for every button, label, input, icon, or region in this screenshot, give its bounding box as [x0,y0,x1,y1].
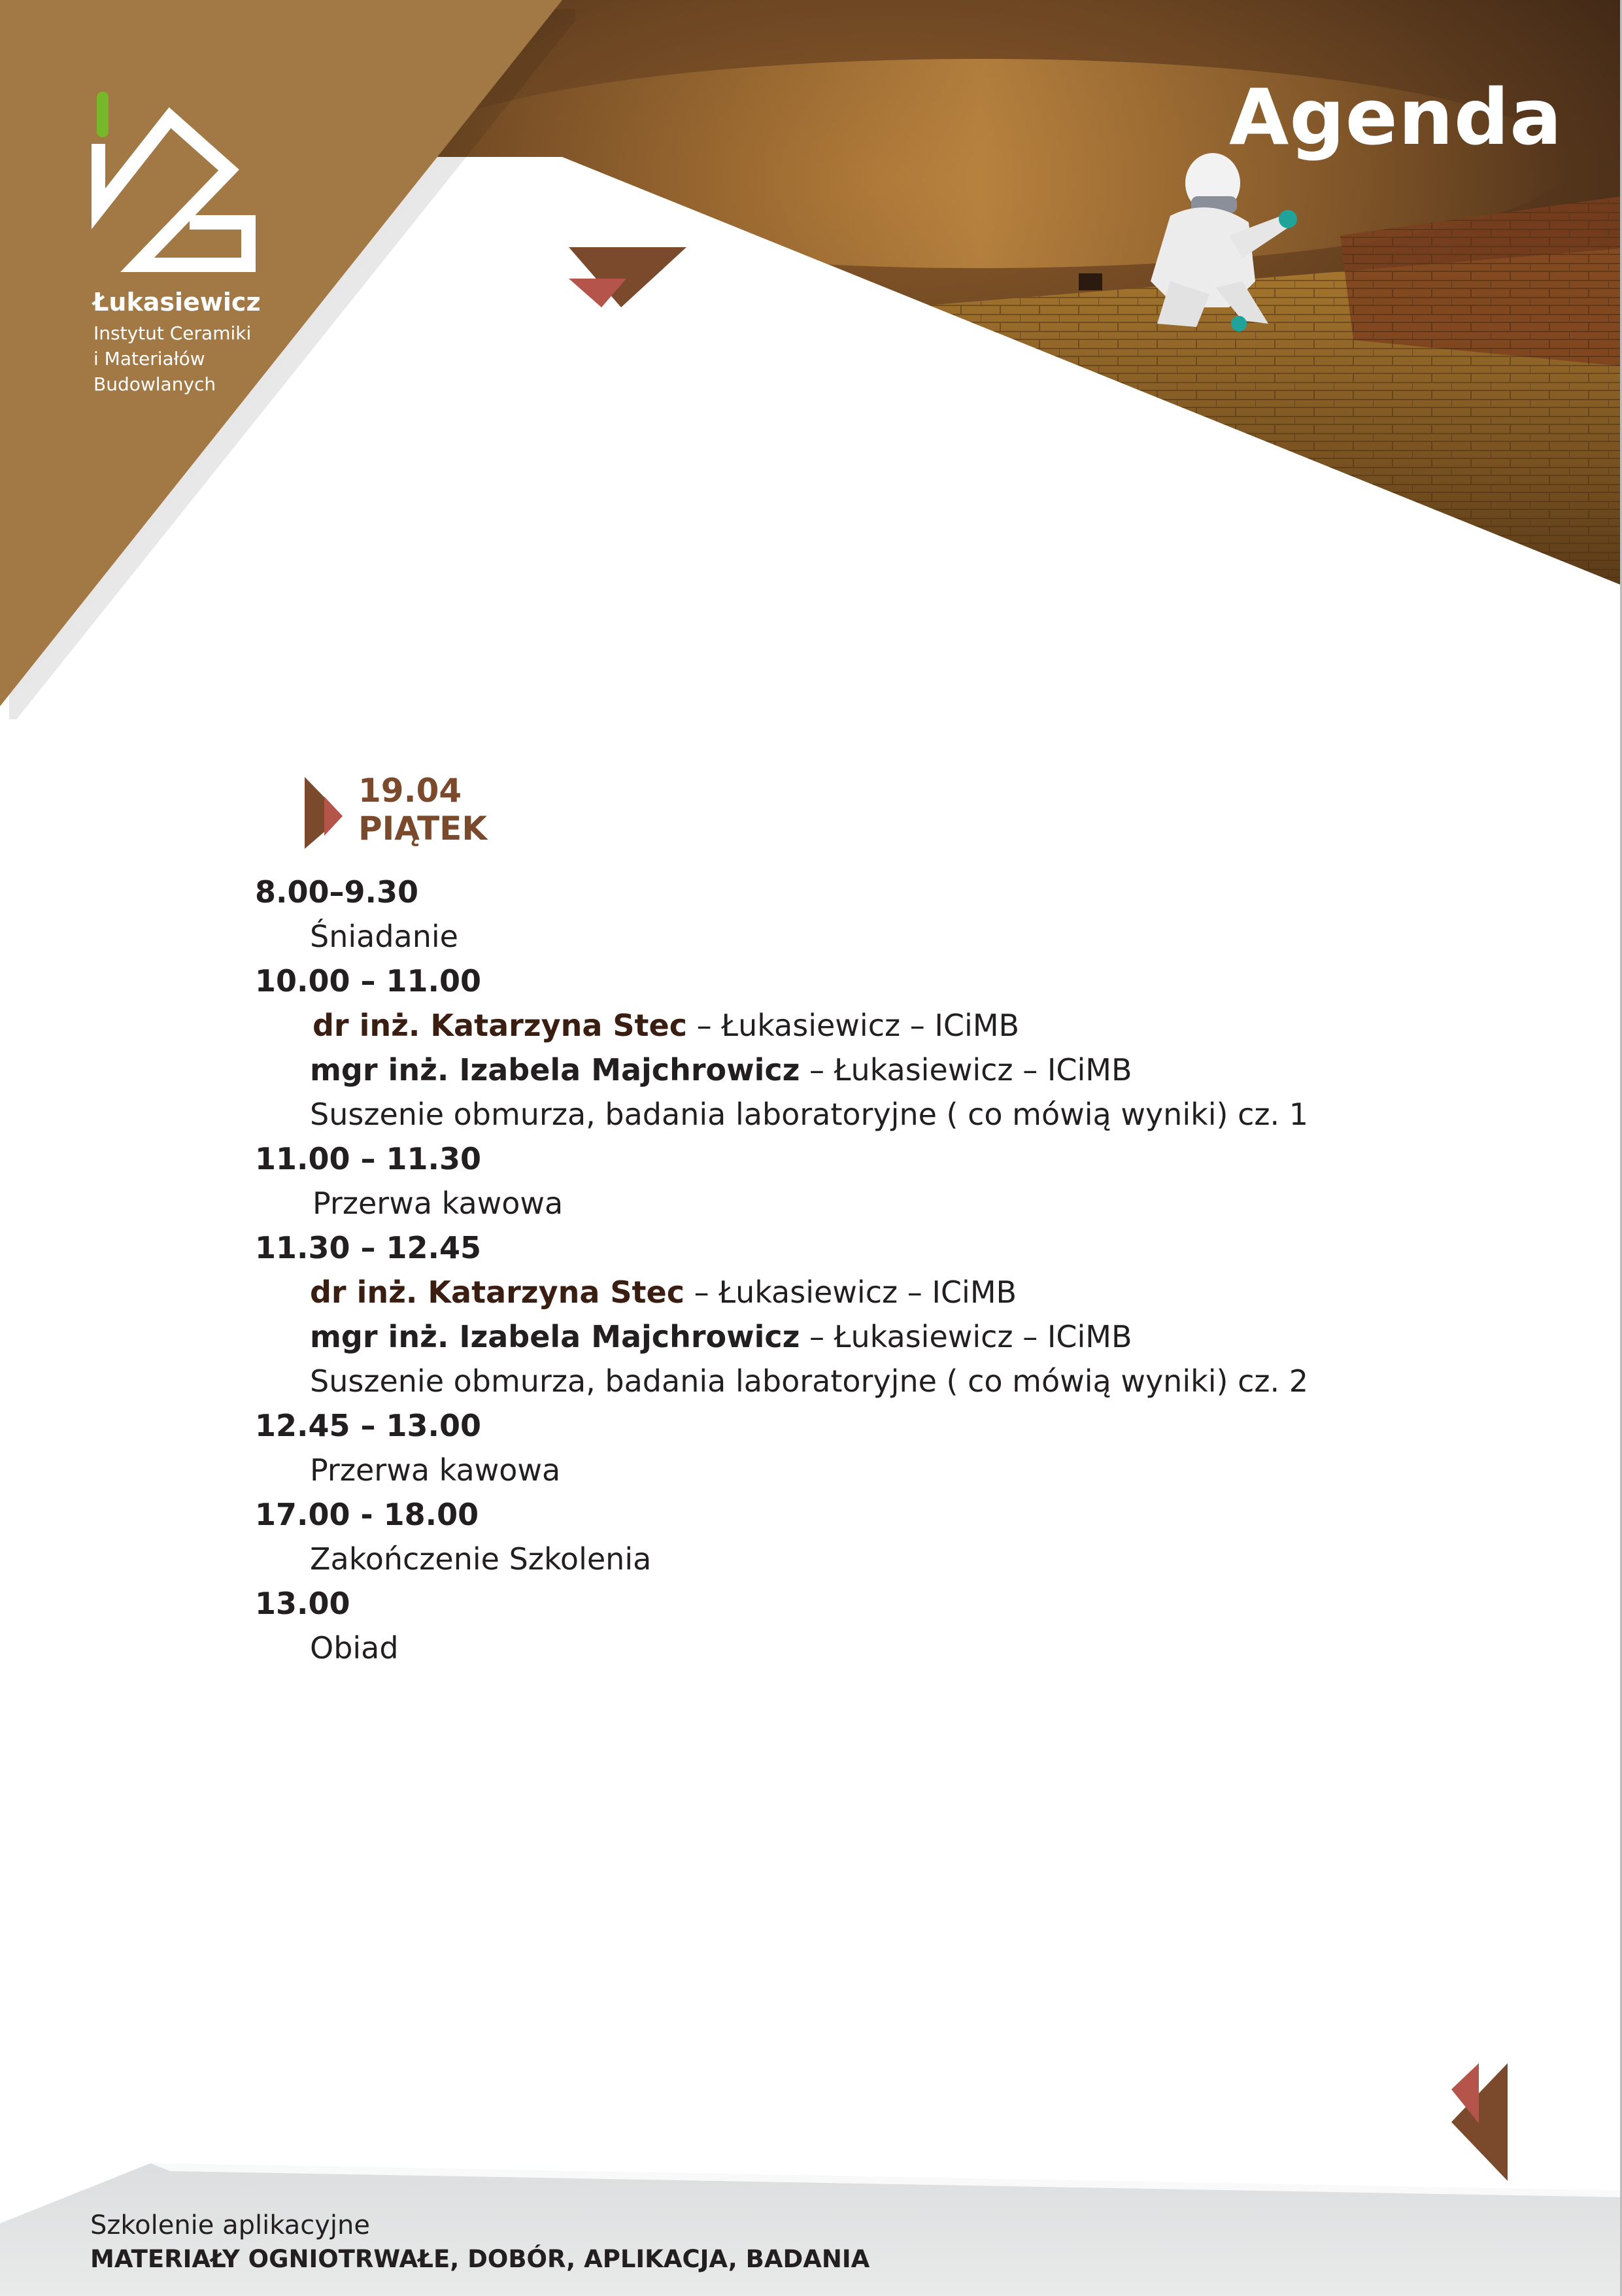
agenda-item [255,1492,1432,1581]
lukasiewicz-logo-icon [92,92,262,288]
logo-subtitle-line: Instytut Ceramiki [93,322,252,344]
agenda-time: 13.00 [255,1586,350,1621]
footer-subtitle: Szkolenie aplikacyjne [90,2210,370,2240]
logo-subtitle-line: i Materiałów [93,348,205,369]
agenda-time: 12.45 – 13.00 [255,1408,482,1443]
speaker-name: mgr inż. Izabela Majchrowicz [310,1319,800,1354]
agenda-item [255,1137,1432,1225]
agenda-speaker-line [255,1314,1432,1359]
agenda-time: 17.00 - 18.00 [255,1497,479,1532]
agenda-speaker-line [255,1270,1432,1314]
day-date: 19.04 [358,772,462,810]
agenda-item [255,1581,1432,1670]
logo-name: Łukasiewicz [93,288,261,317]
agenda-item [255,1225,1432,1403]
speaker-affiliation: – Łukasiewicz – ICiMB [800,1052,1132,1088]
footer-title: MATERIAŁY OGNIOTRWAŁE, DOBÓR, APLIKACJA, BADANIA [90,2245,870,2273]
agenda-time: 11.00 – 11.30 [255,1141,482,1176]
agenda-text: Zakończenie Szkolenia [310,1541,652,1577]
speaker-affiliation: – Łukasiewicz – ICiMB [684,1275,1017,1310]
agenda-item [255,959,1432,1137]
agenda-time: 11.30 – 12.45 [255,1230,482,1265]
agenda-time: 8.00–9.30 [255,874,418,910]
agenda-text: Śniadanie [310,919,458,954]
speaker-name: dr inż. Katarzyna Stec [313,1008,687,1043]
speaker-name: mgr inż. Izabela Majchrowicz [310,1052,800,1088]
right-arrow-decoration-icon [305,777,344,849]
speaker-affiliation: – Łukasiewicz – ICiMB [800,1319,1132,1354]
agenda-list [255,870,1432,1670]
day-name: PIĄTEK [358,810,488,848]
agenda-text: Suszenie obmurza, badania laboratoryjne ( co mówią wyniki) cz. 1 [310,1097,1309,1132]
logo-subtitle-line: Budowlanych [93,373,216,395]
agenda-text: Przerwa kawowa [310,1452,561,1488]
speaker-affiliation: – Łukasiewicz – ICiMB [686,1008,1020,1043]
agenda-text: Suszenie obmurza, badania laboratoryjne ( co mówią wyniki) cz. 2 [310,1363,1309,1399]
speaker-name: dr inż. Katarzyna Stec [310,1275,684,1310]
gold-corner-panel [0,0,575,719]
agenda-speaker-line [255,1003,1432,1048]
agenda-text: Obiad [310,1630,399,1666]
agenda-time: 10.00 – 11.00 [255,963,482,999]
logo-subtitle [93,320,251,397]
agenda-item [255,870,1432,959]
agenda-speaker-line [255,1048,1432,1092]
agenda-text: Przerwa kawowa [313,1186,564,1221]
agenda-item [255,1403,1432,1492]
down-arrow-decoration-icon [569,247,693,313]
page-title: Agenda [1229,72,1563,162]
